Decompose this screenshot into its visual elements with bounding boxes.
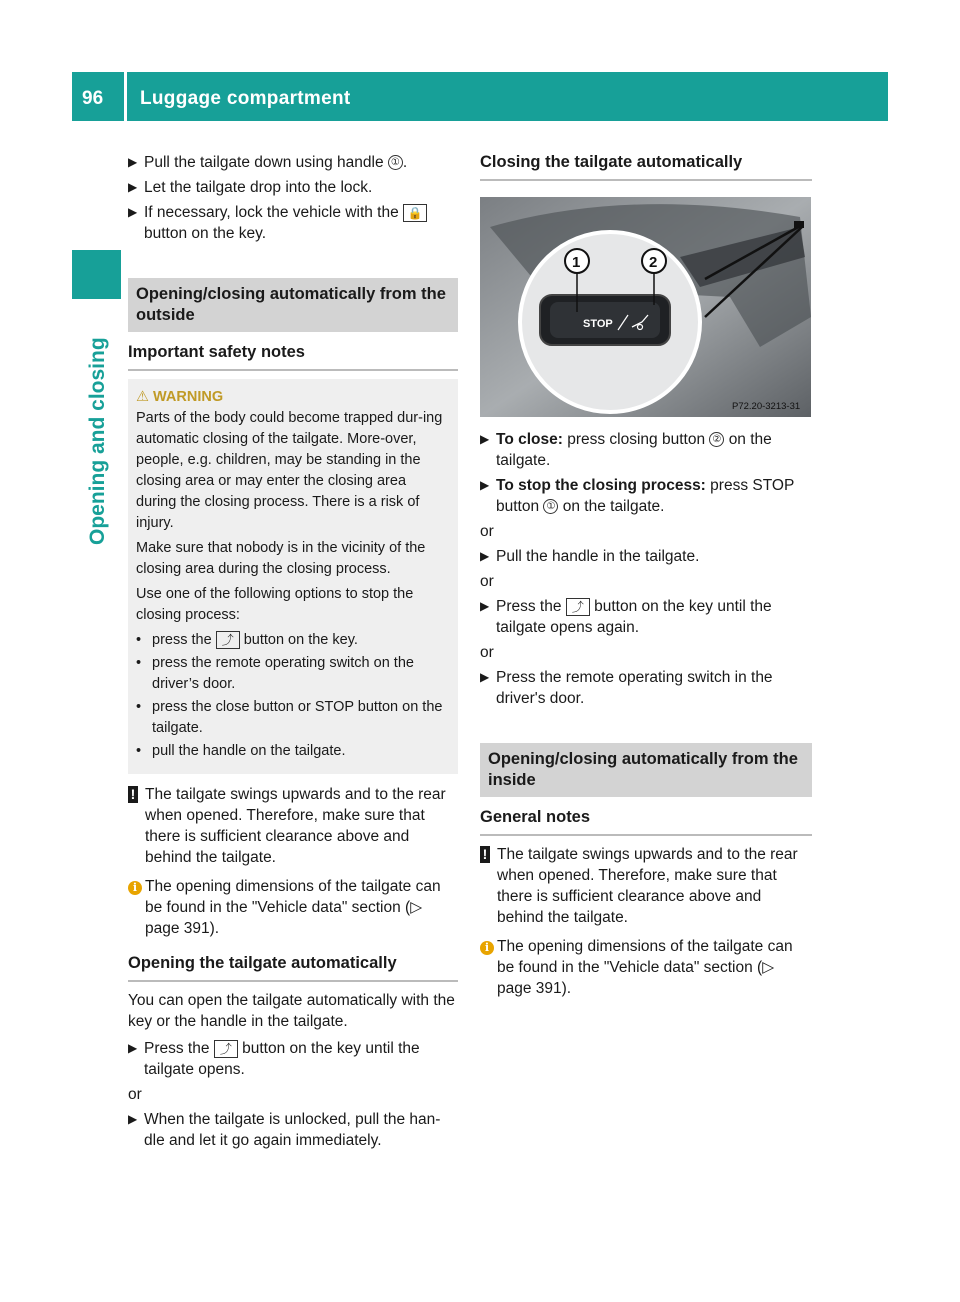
note-info: i The opening dimensions of the tailgate can be found in the "Vehicle data" section (▷ page 391).	[480, 936, 812, 999]
callout-1-icon: ①	[388, 155, 403, 170]
exclamation-icon: !	[480, 846, 490, 863]
tailgate-icon: ⤴	[216, 631, 240, 649]
step-arrow-icon: ▶	[128, 180, 138, 194]
step: ▶ Press the remote operating switch in the driver's door.	[480, 669, 773, 707]
or-text: or	[480, 523, 494, 540]
step: ▶ Pull the tailgate down using handle ① .	[128, 154, 408, 171]
section-heading-box: Opening/closing automatically from the inside	[480, 743, 812, 797]
step: ▶ To close: press closing button ② on the tailgate.	[480, 431, 772, 469]
figure-code: P72.20-3213-31	[732, 401, 801, 412]
warning-bullet: • pull the handle on the tailgate.	[136, 743, 346, 759]
chapter-tab	[72, 250, 121, 299]
warning-title: WARNING	[153, 389, 224, 405]
callout-1-label: 1	[572, 254, 581, 271]
info-icon: i	[480, 941, 494, 955]
callout-2-icon: ②	[709, 432, 724, 447]
step: ▶ Press the ⤴ button on the key until the tailgate opens.	[128, 1040, 420, 1078]
page-number: 96	[82, 88, 104, 109]
chapter-label: Opening and closing	[86, 337, 109, 545]
step-arrow-icon: ▶	[480, 599, 490, 613]
callout-2-label: 2	[649, 254, 658, 271]
warning-bullet: • press the ⤴ button on the key.	[136, 632, 358, 648]
exclamation-icon: !	[128, 786, 138, 803]
warning-paragraph: Use one of the following options to stop the closing process:	[136, 586, 414, 623]
or-text: or	[128, 1086, 142, 1103]
subheading-open-auto: Opening the tailgate automatically	[128, 953, 458, 982]
step-arrow-icon: ▶	[480, 432, 490, 446]
step: ▶ Pull the handle in the tailgate.	[480, 548, 700, 565]
step: ▶ If necessary, lock the vehicle with the 🔒 button on the key.	[128, 202, 458, 244]
left-column	[128, 152, 458, 1155]
step: ▶ To stop the closing process: press STOP button ① on the tailgate.	[480, 477, 795, 515]
right-column	[480, 152, 812, 1007]
step: ▶ Press the ⤴ button on the key until the tailgate opens again.	[480, 598, 772, 636]
stop-label: STOP	[583, 318, 613, 330]
subheading-close-auto: Closing the tailgate automatically	[480, 152, 812, 181]
callout-1-icon: ①	[543, 499, 558, 514]
step-arrow-icon: ▶	[128, 1041, 138, 1055]
warning-triangle-icon: ⚠	[136, 389, 149, 405]
note-caution: ! The tailgate swings upwards and to the rear when opened. Therefore, make sure that there is sufficient clearance above and behind the tailgate.	[480, 844, 812, 928]
step-arrow-icon: ▶	[480, 478, 490, 492]
tailgate-icon: ⤴	[214, 1040, 238, 1058]
note-caution: ! The tailgate swings upwards and to the rear when opened. Therefore, make sure that there is sufficient clearance above and behind the tailgate.	[128, 784, 458, 868]
tailgate-figure	[480, 197, 811, 417]
section-heading-box: Opening/closing automatically from the outside	[128, 278, 458, 332]
step-arrow-icon: ▶	[128, 1112, 138, 1126]
step: ▶ When the tailgate is unlocked, pull the han-dle and let it go again immediately.	[128, 1111, 441, 1149]
lock-icon: 🔒	[403, 204, 427, 222]
note-info: i The opening dimensions of the tailgate can be found in the "Vehicle data" section (▷ page 391).	[128, 876, 458, 939]
step-arrow-icon: ▶	[128, 155, 138, 169]
or-text: or	[480, 573, 494, 590]
step-arrow-icon: ▶	[480, 670, 490, 684]
paragraph: You can open the tailgate automatically with the key or the handle in the tailgate.	[128, 992, 455, 1030]
warning-bullet: • press the remote operating switch on the driver’s door.	[136, 655, 414, 692]
tailgate-illustration	[480, 197, 811, 417]
step-arrow-icon: ▶	[480, 549, 490, 563]
warning-paragraph: Make sure that nobody is in the vicinity of the closing area during the closing process.	[136, 540, 426, 577]
subheading-safety: Important safety notes	[128, 342, 458, 371]
tailgate-icon: ⤴	[566, 598, 590, 616]
warning-paragraph: Parts of the body could become trapped dur-ing automatic closing of the tailgate. More-over, people, e.g. children, may be standing in the closing area or may enter the closing area during the closing process. There is a risk of injury.	[136, 410, 443, 531]
or-text: or	[480, 644, 494, 661]
step: ▶ Let the tailgate drop into the lock.	[128, 179, 373, 196]
subheading-general: General notes	[480, 807, 812, 836]
step-arrow-icon: ▶	[128, 205, 138, 219]
section-title: Luggage compartment	[140, 88, 351, 109]
header-divider	[124, 72, 127, 121]
warning-box	[128, 379, 458, 774]
warning-bullet: • press the close button or STOP button on the tailgate.	[136, 699, 443, 736]
info-icon: i	[128, 881, 142, 895]
